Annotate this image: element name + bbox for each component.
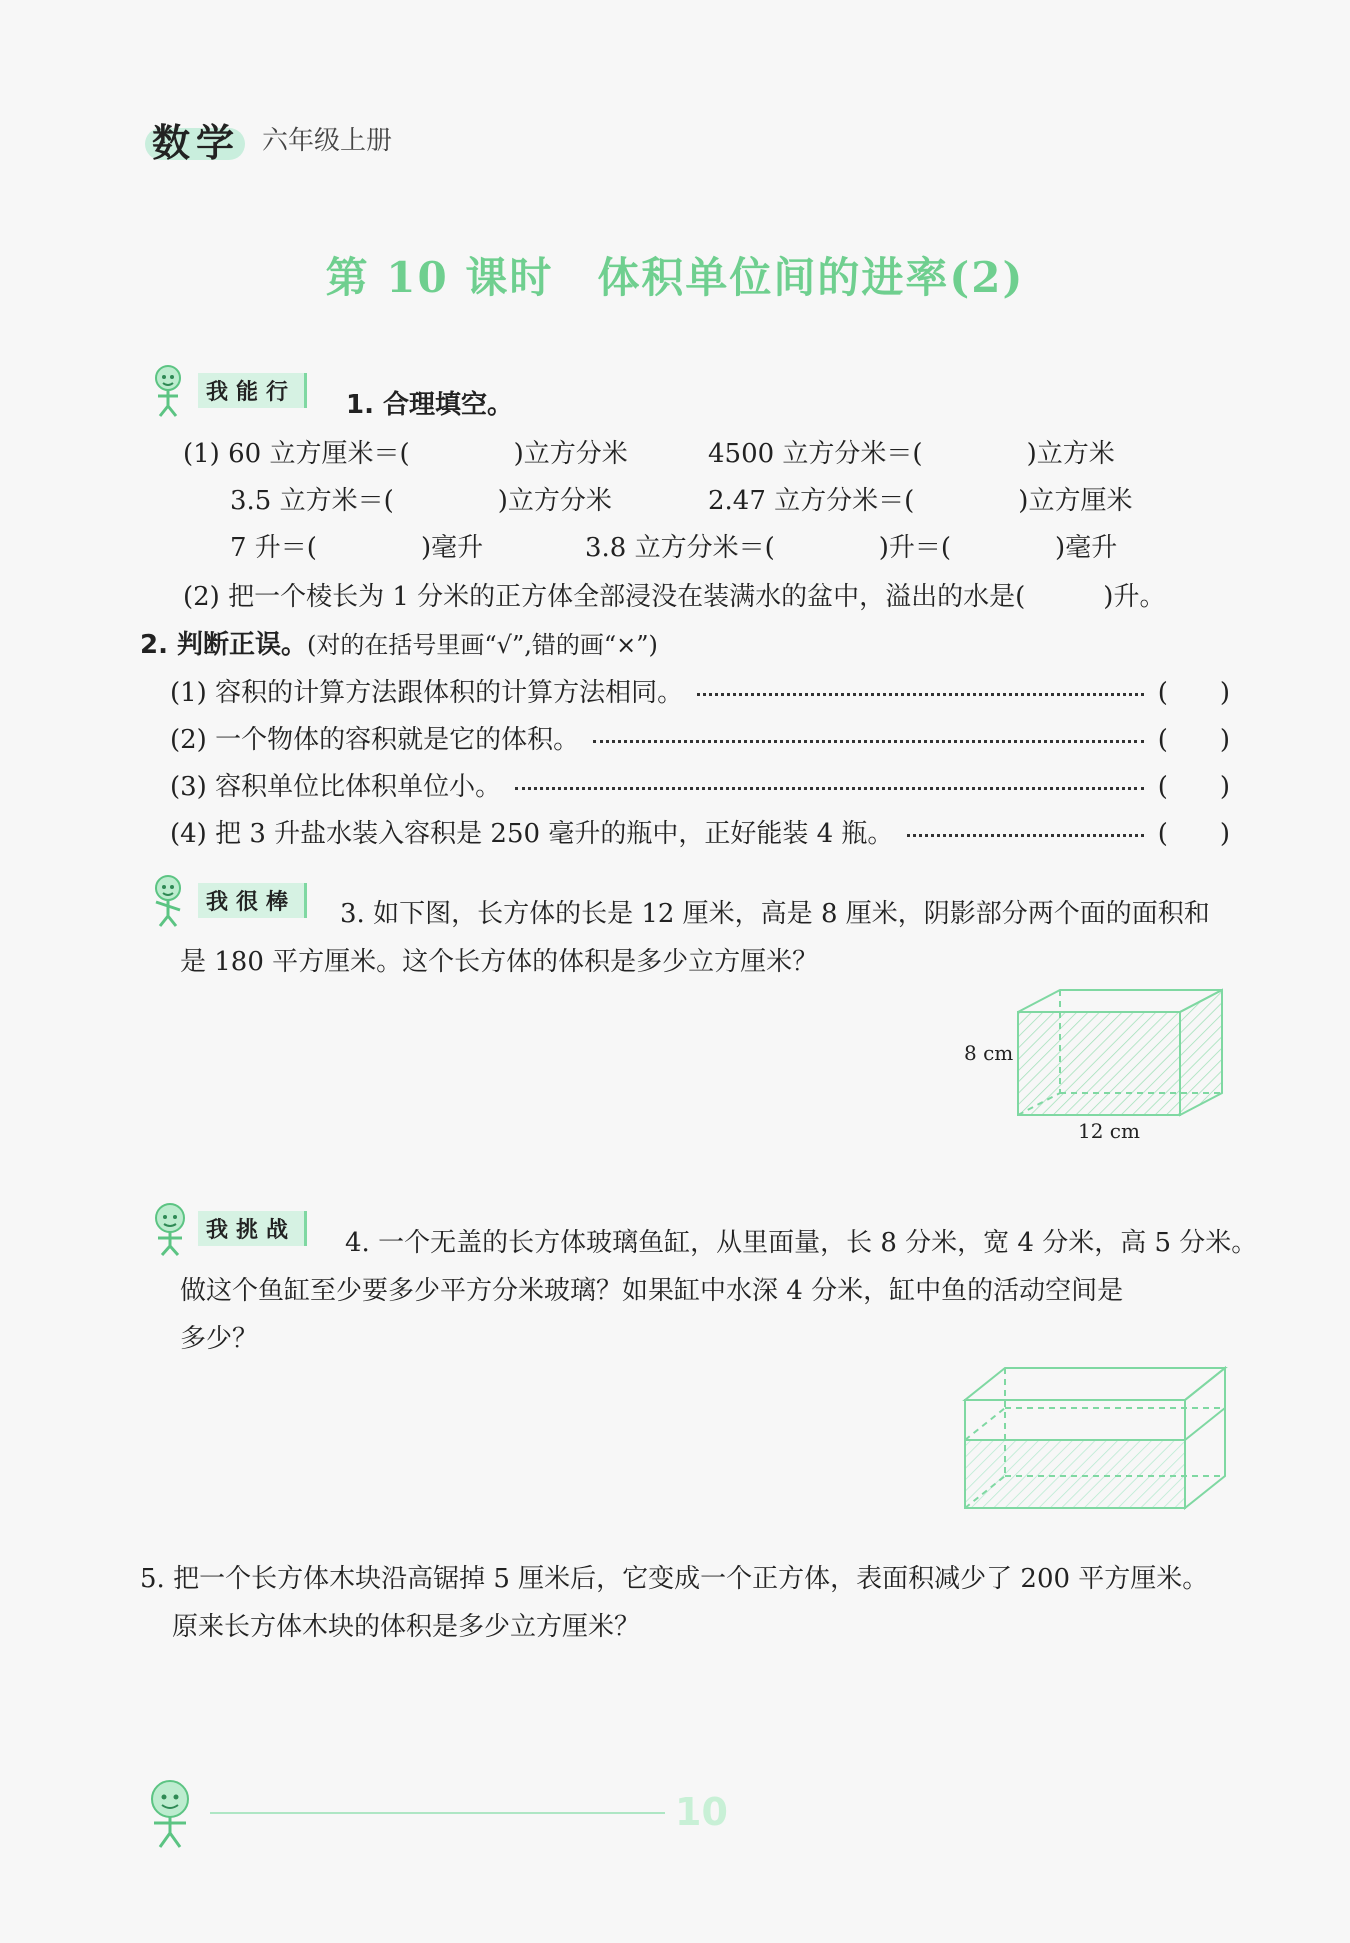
q3-line1: 3. 如下图，长方体的长是 12 厘米，高是 8 厘米，阴影部分两个面的面积和 xyxy=(340,899,1210,929)
q2-item xyxy=(170,813,1230,850)
q1-row1-a: (1) 60 立方厘米＝( )立方分米 xyxy=(183,439,628,469)
q4-line1: 4. 一个无盖的长方体玻璃鱼缸，从里面量，长 8 分米，宽 4 分米，高 5 分米。 xyxy=(345,1228,1258,1258)
q2-statement: (2) 一个物体的容积就是它的体积。 xyxy=(170,725,580,755)
q4-line3: 多少？ xyxy=(180,1324,259,1354)
cartoon-kid-icon xyxy=(148,872,192,928)
height-label: 8 cm xyxy=(964,1041,1014,1065)
fish-tank-diagram xyxy=(960,1360,1240,1510)
leader-dots xyxy=(593,732,1144,743)
cartoon-kid-icon xyxy=(148,1200,192,1256)
length-label: 12 cm xyxy=(1078,1119,1140,1140)
q1-heading: 1. 合理填空。 xyxy=(346,390,514,420)
q1-part2: (2) 把一个棱长为 1 分米的正方体全部浸没在装满水的盆中，溢出的水是( )升。 xyxy=(183,582,1166,612)
answer-bracket[interactable]: ( ) xyxy=(1157,725,1230,755)
q3-line2: 是 180 平方厘米。这个长方体的体积是多少立方厘米？ xyxy=(180,947,819,977)
leader-dots xyxy=(697,685,1144,696)
badge-label: 我能行 xyxy=(198,373,307,408)
q5-line2: 原来长方体木块的体积是多少立方厘米？ xyxy=(172,1612,641,1642)
q1-row1-b: 4500 立方分米＝( )立方米 xyxy=(708,439,1115,469)
q2-item xyxy=(170,766,1230,803)
q2-item xyxy=(170,672,1230,709)
badge-wo-neng-xing xyxy=(148,362,307,418)
leader-dots xyxy=(907,826,1143,837)
grade-label: 六年级上册 xyxy=(262,126,393,156)
q2-statement: (4) 把 3 升盐水装入容积是 250 毫升的瓶中，正好能装 4 瓶。 xyxy=(170,819,894,849)
q2-statement: (1) 容积的计算方法跟体积的计算方法相同。 xyxy=(170,678,684,708)
page-number: 10 xyxy=(675,1790,728,1834)
leader-dots xyxy=(515,779,1144,790)
q1-row2-b: 2.47 立方分米＝( )立方厘米 xyxy=(708,486,1133,516)
subject-title: 数学 xyxy=(152,121,241,165)
q1-row2-a: 3.5 立方米＝( )立方分米 xyxy=(230,486,612,516)
cartoon-kid-icon xyxy=(148,362,192,418)
answer-bracket[interactable]: ( ) xyxy=(1157,819,1230,849)
q2-item xyxy=(170,719,1230,756)
q1-row3-b: 3.8 立方分米＝( )升＝( )毫升 xyxy=(585,533,1118,563)
answer-bracket[interactable]: ( ) xyxy=(1157,772,1230,802)
answer-bracket[interactable]: ( ) xyxy=(1157,678,1230,708)
q1-row3-a: 7 升＝( )毫升 xyxy=(230,533,484,563)
badge-label: 我挑战 xyxy=(198,1211,307,1246)
badge-wo-tiao-zhan xyxy=(148,1200,307,1256)
q2-title-row xyxy=(140,624,658,661)
q5-text1: 5. 把一个长方体木块沿高锯掉 5 厘米后，它变成一个正方体，表面积减少了 200 平方厘米。 xyxy=(140,1564,1209,1594)
footer-rule xyxy=(210,1812,665,1814)
footer-mascot-icon xyxy=(140,1775,210,1850)
cuboid-diagram-1 xyxy=(950,980,1240,1140)
q4-line2: 做这个鱼缸至少要多少平方分米玻璃？如果缸中水深 4 分米，缸中鱼的活动空间是 xyxy=(180,1276,1124,1306)
lesson-title: 第 10 课时 体积单位间的进率(2) xyxy=(325,253,1025,302)
q2-statement: (3) 容积单位比体积单位小。 xyxy=(170,772,502,802)
q5-line1 xyxy=(140,1558,1208,1595)
badge-wo-hen-bang xyxy=(148,872,307,928)
badge-label: 我很棒 xyxy=(198,883,307,918)
q2-hint: (对的在括号里画“√”,错的画“×”) xyxy=(307,631,658,659)
q2-heading: 2. 判断正误。 xyxy=(140,630,308,660)
